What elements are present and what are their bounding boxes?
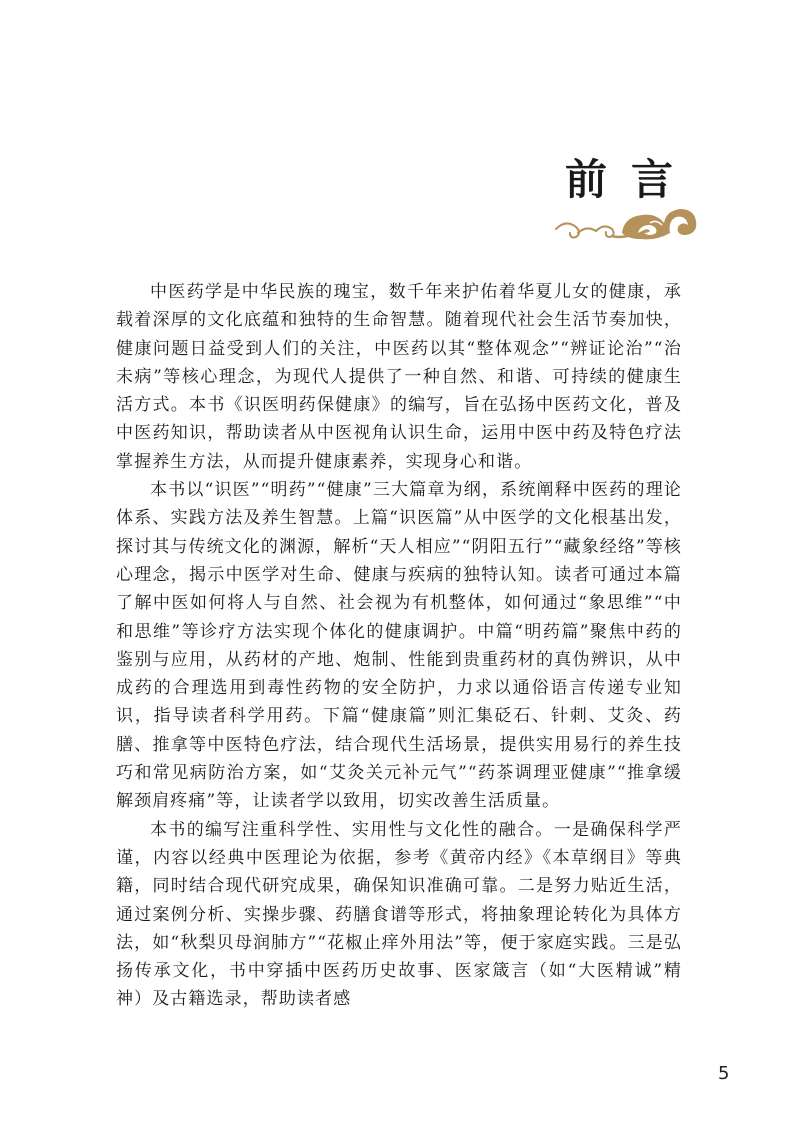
paragraph-3: 本书的编写注重科学性、实用性与文化性的融合。一是确保科学严谨，内容以经典中医理论为依据，参考《黄帝内经》《本草纲目》等典籍，同时结合现代研究成果，确保知识准确可靠。二是努力贴近生活，通过案例分析、实操步骤、药膳食谱等形式，将抽象理论转化为具体方法，如“秋梨贝母润肺方”“花椒止痒外用法”等，便于家庭实践。三是弘扬传承文化，书中穿插中医药历史故事、医家箴言（如“大医精诚”精神）及古籍选录，帮助读者感: [116, 819, 682, 1010]
paragraph-1: 中医药学是中华民族的瑰宝，数千年来护佑着华夏儿女的健康，承载着深厚的文化底蕴和独特的生命智慧。随着现代社会生活节奏加快，健康问题日益受到人们的关注，中医药以其“整体观念”“辨证论治”“治未病”等核心理念，为现代人提供了一种自然、和谐、可持续的健康生活方式。本书《识医明药保健康》的编写，旨在弘扬中医药文化，普及中医药知识，帮助读者从中医视角认识生命，运用中医中药及特色疗法掌握养生方法，从而提升健康素养，实现身心和谐。: [116, 282, 682, 472]
page-title: 前言: [565, 155, 698, 204]
paragraph-2: 本书以“识医”“明药”“健康”三大篇章为纲，系统阐释中医药的理论体系、实践方法及养生智慧。上篇“识医篇”从中医学的文化根基出发，探讨其与传统文化的渊源，解析“天人相应”“阴阳五行”“藏象经络”等核心理念，揭示中医学对生命、健康与疾病的独特认知。读者可通过本篇了解中医如何将人与自然、社会视为有机整体，如何通过“象思维”“中和思维”等诊疗方法实现个体化的健康调护。中篇“明药篇”聚焦中药的鉴别与应用，从药材的产地、炮制、性能到贵重药材的真伪辨识，从中成药的合理选用到毒性药物的安全防护，力求以通俗语言传递专业知识，指导读者科学用药。下篇“健康篇”则汇集砭石、针刺、艾灸、药膳、推拿等中医特色疗法，结合现代生活场景，提供实用易行的养生技巧和常见病防治方案，如“艾灸关元补元气”“药茶调理亚健康”“推拿缓解颈肩疼痛”等，让读者学以致用，切实改善生活质量。: [116, 480, 682, 812]
page-number: 5: [718, 1063, 730, 1084]
body-text: [116, 278, 682, 1014]
auspicious-cloud-icon: [552, 203, 698, 245]
